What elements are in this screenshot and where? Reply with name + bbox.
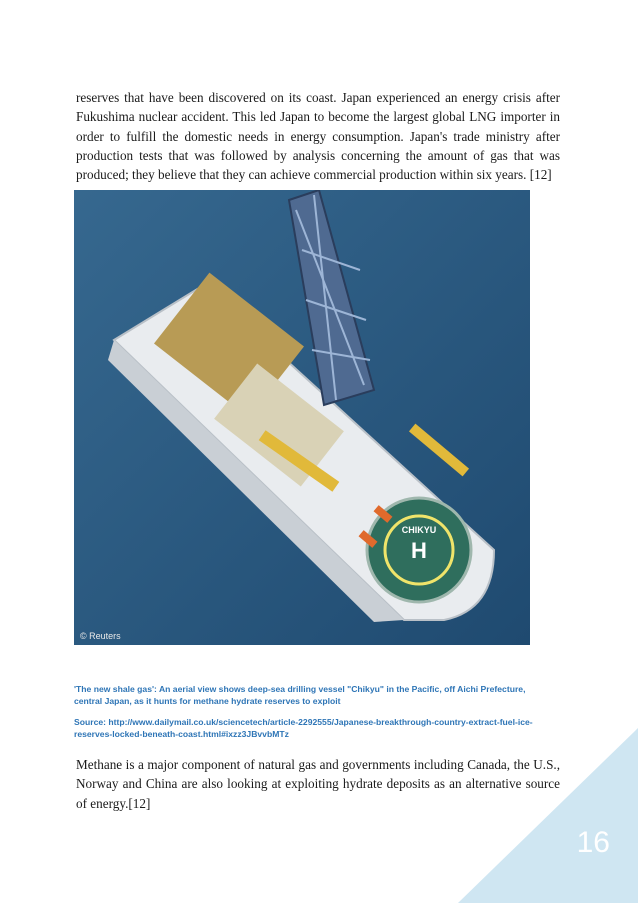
ship-photo: [74, 190, 530, 645]
corner-decoration: [458, 728, 638, 903]
body-paragraph-top: reserves that have been discovered on its coast. Japan experienced an energy crisis after Fukushima nuclear accident. This led Japan to become the largest global LNG importer in order to fulfill the domestic needs in energy consumption. Japan's trade ministry after production tests that was followed by analysis concerning the amount of gas that was produced; they believe that they can achieve commercial production within six years. [12]: [76, 90, 560, 182]
helipad-letter: H: [411, 538, 427, 563]
figure-caption: 'The new shale gas': An aerial view shows deep-sea drilling vessel "Chikyu" in the Pacific, off Aichi Prefecture, central Japan, as it hunts for methane hydrate reserves to exploit: [74, 684, 526, 706]
body-paragraph-bottom: Methane is a major component of natural gas and governments including Canada, the U.S., Norway and China are also looking at exploiting hydrate deposits as an alternative source of energy.[12]: [76, 757, 560, 811]
page-number: 16: [576, 826, 610, 859]
helipad-label: CHIKYU: [401, 525, 437, 535]
figure-source: Source: http://www.dailymail.co.uk/sciencetech/article-2292555/Japanese-breakthrough-country-extract-fuel-ice-reserves-locked-beneath-coast.html#ixzz3JBvvbMTz: [74, 717, 533, 739]
photo-credit: © Reuters: [80, 631, 121, 641]
ship-illustration: [74, 190, 530, 645]
